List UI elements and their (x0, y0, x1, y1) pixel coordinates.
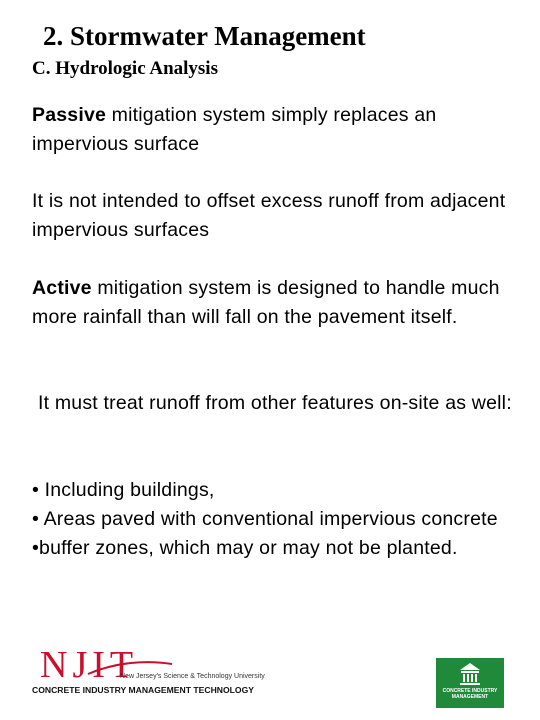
list-item: • Areas paved with conventional impervious concrete (32, 508, 498, 530)
cim-badge-line2: MANAGEMENT (451, 694, 489, 700)
paragraph-active-note: It must treat runoff from other features on-site as well: (38, 392, 512, 414)
slide-title: 2. Stormwater Management (43, 21, 366, 51)
bullet-list (32, 476, 512, 563)
cim-badge-caption (436, 688, 504, 700)
program-name: CONCRETE INDUSTRY MANAGEMENT TECHNOLOGY (32, 685, 255, 695)
njit-cim-logo (30, 646, 280, 698)
active-description: mitigation system is designed to handle much more rainfall than will fall on the pavement itself. (32, 277, 500, 328)
passive-description: mitigation system simply replaces an impervious surface (32, 104, 437, 155)
paragraph-active (32, 274, 512, 332)
slide-subtitle: C. Hydrologic Analysis (32, 58, 218, 79)
paragraph-passive-note: It is not intended to offset excess runoff from adjacent impervious surfaces (32, 190, 506, 241)
cim-badge-logo (436, 658, 504, 708)
njit-tagline: New Jersey's Science & Technology University (120, 673, 265, 680)
list-item: •buffer zones, which may or may not be planted. (32, 537, 458, 559)
active-term: Active (32, 277, 92, 299)
list-item: • Including buildings, (32, 479, 215, 501)
cim-badge-line1: CONCRETE INDUSTRY (442, 688, 498, 694)
njit-wordmark: NJIT (40, 644, 139, 686)
building-icon (436, 658, 504, 688)
passive-term: Passive (32, 104, 107, 126)
paragraph-passive (32, 101, 512, 159)
